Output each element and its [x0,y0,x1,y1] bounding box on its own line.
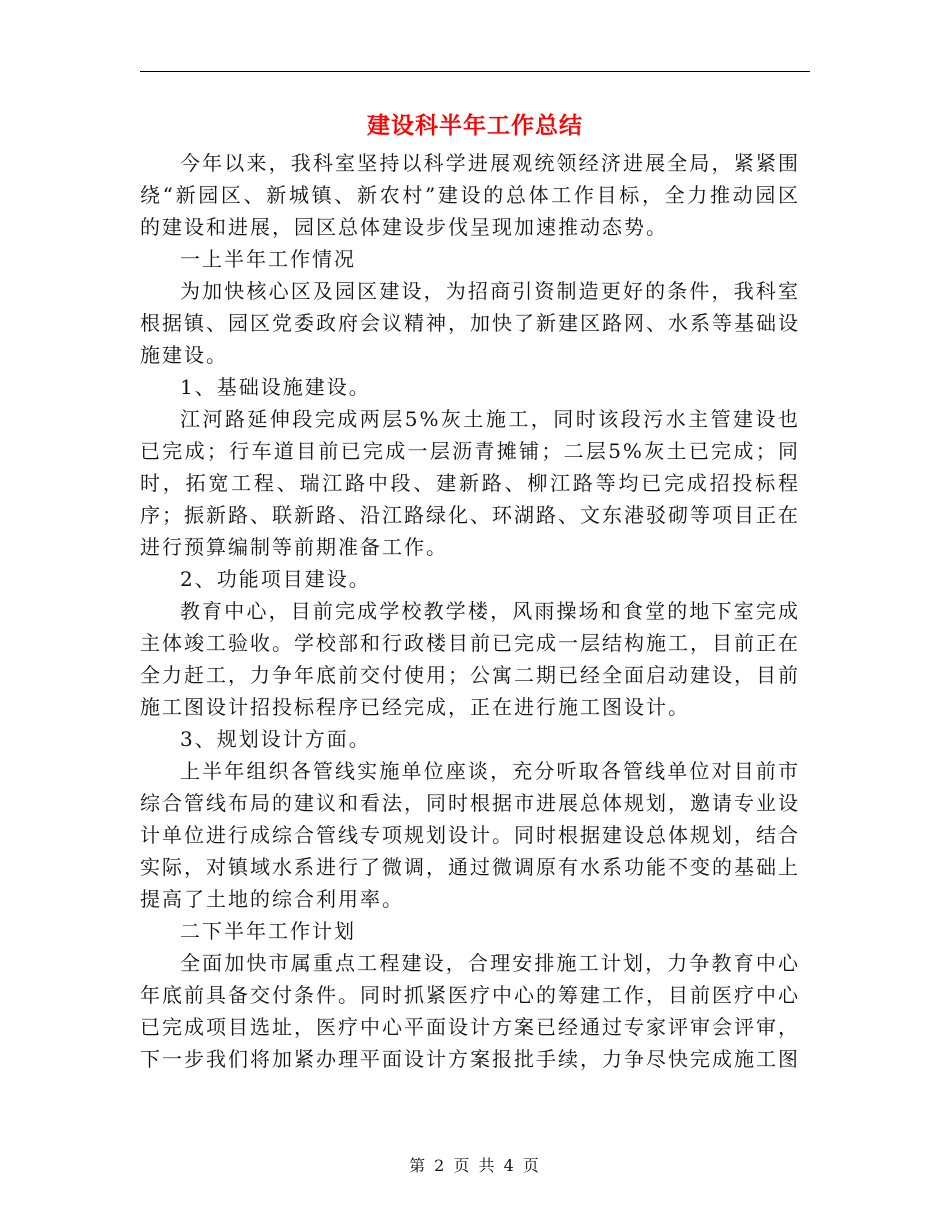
paragraph-intro: 今年以来，我科室坚持以科学进展观统领经济进展全局，紧紧围绕“新园区、新城镇、新农村”建设的总体工作目标，全力推动园区的建设和进展，园区总体建设步伐呈现加速推动态势。 [140,151,800,239]
paragraph-functional-projects: 教育中心，目前完成学校教学楼，风雨操场和食堂的地下室完成主体竣工验收。学校部和行政楼目前已完成一层结构施工，目前正在全力赶工，力争年底前交付使用；公寓二期已经全面启动建设，目前施工图设计招投标程序已经完成，正在进行施工图设计。 [140,599,800,719]
document-body [140,147,800,1075]
section-heading-first-half: 一上半年工作情况 [180,247,356,271]
subheading-infrastructure: 1、基础设施建设。 [180,375,371,399]
paragraph-second-half-plan: 全面加快市属重点工程建设，合理安排施工计划，力争教育中心年底前具备交付条件。同时抓紧医疗中心的筹建工作，目前医疗中心已完成项目选址，医疗中心平面设计方案已经通过专家评审会评审，下一步我们将加紧办理平面设计方案报批手续，力争尽快完成施工图 [140,951,800,1071]
paragraph-infrastructure: 江河路延伸段完成两层5%灰土施工，同时该段污水主管建设也已完成；行车道目前已完成一层沥青摊铺；二层5%灰土已完成；同时，拓宽工程、瑞江路中段、建新路、柳江路等均已完成招投标程序；振新路、联新路、沿江路绿化、环湖路、文东港驳砌等项目正在进行预算编制等前期准备工作。 [140,407,800,559]
page-number-footer: 第 2 页 共 4 页 [409,1156,541,1175]
paragraph-planning-design: 上半年组织各管线实施单位座谈，充分听取各管线单位对目前市综合管线布局的建议和看法，同时根据市进展总体规划，邀请专业设计单位进行成综合管线专项规划设计。同时根据建设总体规划，结合实际，对镇域水系进行了微调，通过微调原有水系功能不变的基础上提高了土地的综合利用率。 [140,759,800,911]
document-title: 建设科半年工作总结 [367,112,583,139]
subheading-planning-design: 3、规划设计方面。 [180,727,371,751]
paragraph-first-half-overview: 为加快核心区及园区建设，为招商引资制造更好的条件，我科室根据镇、园区党委政府会议精神，加快了新建区路网、水系等基础设施建设。 [140,279,800,367]
section-heading-second-half: 二下半年工作计划 [180,919,356,943]
subheading-functional-projects: 2、功能项目建设。 [180,567,371,591]
header-rule [140,71,810,72]
